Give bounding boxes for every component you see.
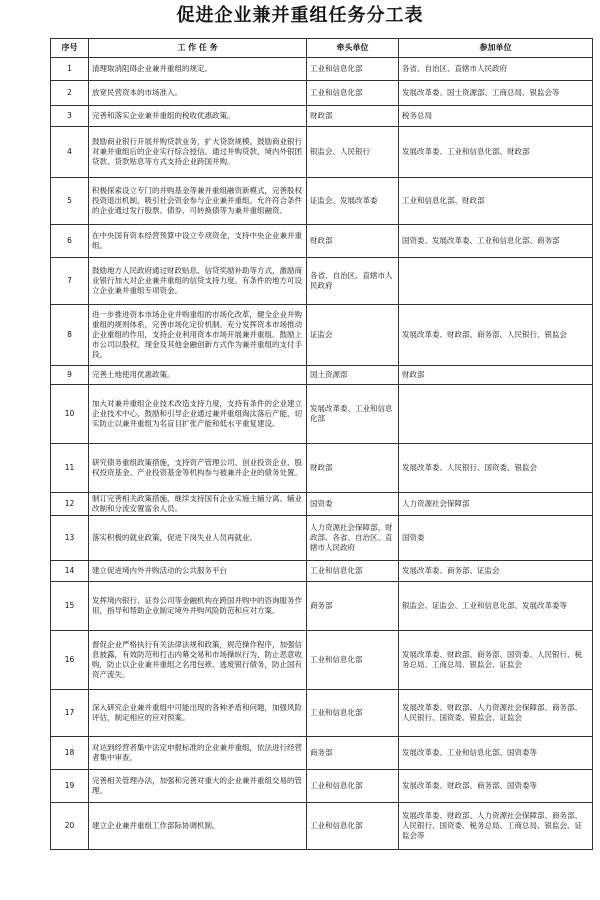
table-row (51, 516, 593, 561)
row-participants: 发展改革委、工业和信息化部、国资委等 (399, 737, 593, 770)
row-participants: 发展改革委、商务部、证监会 (399, 561, 593, 582)
row-participants (399, 258, 593, 305)
row-task: 清理取消阻碍企业兼并重组的规定。 (89, 58, 307, 81)
row-lead-unit: 财政部 (307, 106, 399, 127)
row-participants: 工业和信息化部、财政部 (399, 178, 593, 225)
table-row (51, 631, 593, 690)
row-participants: 发展改革委、财政部、人力资源社会保障部、商务部、人民银行、国资委、税务总局、工商总局、银监会、证监会等 (399, 803, 593, 850)
row-number: 19 (51, 770, 89, 803)
row-task: 研究债务重组政策措施，支持资产管理公司、创业投资企业、股权投资基金、产业投资基金等机构参与被兼并企业的债务处置。 (89, 444, 307, 493)
row-lead-unit: 商务部 (307, 737, 399, 770)
table-row (51, 81, 593, 106)
table-row (51, 493, 593, 516)
row-participants: 发展改革委、财政部、商务部、人民银行、银监会 (399, 305, 593, 366)
row-task: 完善和落实企业兼并重组的税收优惠政策。 (89, 106, 307, 127)
row-lead-unit: 工业和信息化部 (307, 81, 399, 106)
row-participants: 财政部 (399, 366, 593, 385)
row-lead-unit: 国土资源部 (307, 366, 399, 385)
row-participants: 发展改革委、国土资源部、工商总局、银监会等 (399, 81, 593, 106)
row-participants: 发展改革委、财政部、商务部、国资委、人民银行、税务总局、工商总局、银监会、证监会 (399, 631, 593, 690)
row-number: 4 (51, 127, 89, 178)
row-number: 7 (51, 258, 89, 305)
row-participants: 发展改革委、财政部、人力资源社会保障部、商务部、人民银行、国资委、银监会、证监会 (399, 690, 593, 737)
row-lead-unit: 工业和信息化部 (307, 561, 399, 582)
row-number: 1 (51, 58, 89, 81)
row-lead-unit: 工业和信息化部 (307, 631, 399, 690)
row-number: 6 (51, 225, 89, 258)
row-participants: 国资委、发展改革委、工业和信息化部、商务部 (399, 225, 593, 258)
table-row (51, 582, 593, 631)
document-title: 促进企业兼并重组任务分工表 (176, 5, 424, 26)
table-row (51, 366, 593, 385)
row-lead-unit: 证监会 (307, 305, 399, 366)
row-number: 14 (51, 561, 89, 582)
row-number: 2 (51, 81, 89, 106)
table-row (51, 258, 593, 305)
table-row (51, 770, 593, 803)
row-number: 12 (51, 493, 89, 516)
row-task: 完善相关管理办法，加强和完善对重大的企业兼并重组交易的管理。 (89, 770, 307, 803)
row-lead-unit: 发展改革委、工业和信息化部 (307, 385, 399, 444)
table-row (51, 803, 593, 850)
header-number: 序号 (51, 39, 89, 58)
table-row (51, 58, 593, 81)
row-participants: 银监会、证监会、工业和信息化部、发展改革委等 (399, 582, 593, 631)
row-lead-unit: 工业和信息化部 (307, 690, 399, 737)
row-lead-unit: 商务部 (307, 582, 399, 631)
table-row (51, 737, 593, 770)
row-task: 积极探索设立专门的并购基金等兼并重组融资新模式，完善股权投资退出机制，吸引社会资金参与企业兼并重组。允许符合条件的企业通过发行股票、债券、可转换债等为兼并重组融资。 (89, 178, 307, 225)
row-task: 完善土地使用优惠政策。 (89, 366, 307, 385)
table-row (51, 444, 593, 493)
row-task: 鼓励地方人民政府通过财政贴息、信贷奖励补助等方式，激励商业银行加大对企业兼并重组的信贷支持力度。有条件的地方可设立企业兼并重组专项资金。 (89, 258, 307, 305)
row-lead-unit: 国资委 (307, 493, 399, 516)
table-row (51, 561, 593, 582)
row-number: 9 (51, 366, 89, 385)
row-task: 建立促进境内外并购活动的公共服务平台 (89, 561, 307, 582)
row-participants: 发展改革委、财政部、商务部、国资委等 (399, 770, 593, 803)
task-table (50, 38, 593, 850)
row-task: 进一步推进资本市场企业并购重组的市场化改革，健全企业并购重组的规则体系，完善市场化定价机制。充分发挥资本市场推动企业重组的作用，支持企业利用资本市场开展兼并重组。鼓励上市公司以股权、现金及其他金融创新方式作为兼并重组的支付手段。 (89, 305, 307, 366)
row-lead-unit: 各省、自治区、直辖市人民政府 (307, 258, 399, 305)
row-lead-unit: 银监会、人民银行 (307, 127, 399, 178)
row-participants: 人力资源社会保障部 (399, 493, 593, 516)
row-task: 制订完善相关政策措施，继续支持国有企业实施主辅分离、辅业改制和分流安置富余人员。 (89, 493, 307, 516)
table-row (51, 225, 593, 258)
row-task: 在中央国有资本经营预算中设立专项资金，支持中央企业兼并重组。 (89, 225, 307, 258)
row-lead-unit: 人力资源社会保障部、财政部、各省、自治区、直辖市人民政府 (307, 516, 399, 561)
row-participants (399, 385, 593, 444)
header-lead-unit: 牵头单位 (307, 39, 399, 58)
table-row (51, 106, 593, 127)
table-header-row (51, 39, 593, 58)
row-task: 落实积极的就业政策，促进下岗失业人员再就业。 (89, 516, 307, 561)
row-task: 对达到经营者集中法定申报标准的企业兼并重组，依法进行经营者集中审查。 (89, 737, 307, 770)
row-participants: 税务总局 (399, 106, 593, 127)
row-number: 18 (51, 737, 89, 770)
table-row (51, 385, 593, 444)
row-task: 发挥境内银行、证券公司等金融机构在跨国并购中的咨询服务作用，指导和帮助企业制定境外并购风险防范和应对方案。 (89, 582, 307, 631)
table-row (51, 690, 593, 737)
table-row (51, 127, 593, 178)
row-lead-unit: 工业和信息化部 (307, 803, 399, 850)
row-number: 16 (51, 631, 89, 690)
row-lead-unit: 工业和信息化部 (307, 770, 399, 803)
header-task: 工 作 任 务 (89, 39, 307, 58)
row-task: 督促企业严格执行有关法律法规和政策，规范操作程序，加强信息披露，有效防范和打击内幕交易和市场操纵行为，防止恶意收购，防止以企业兼并重组之名甩包袱、逃废银行债务，防止国有资产流失。 (89, 631, 307, 690)
row-number: 8 (51, 305, 89, 366)
row-number: 20 (51, 803, 89, 850)
row-participants: 发展改革委、人民银行、国资委、银监会 (399, 444, 593, 493)
table-row (51, 178, 593, 225)
row-task: 放宽民营资本的市场准入。 (89, 81, 307, 106)
header-participating-units: 参加单位 (399, 39, 593, 58)
table-row (51, 305, 593, 366)
row-task: 建立企业兼并重组工作部际协调机制。 (89, 803, 307, 850)
row-number: 5 (51, 178, 89, 225)
row-lead-unit: 财政部 (307, 444, 399, 493)
row-participants: 各省、自治区、直辖市人民政府 (399, 58, 593, 81)
row-task: 深入研究企业兼并重组中可能出现的各种矛盾和问题，加强风险评估，制定相应的应对预案。 (89, 690, 307, 737)
row-task: 加大对兼并重组企业技术改造支持力度，支持有条件的企业建立企业技术中心，鼓励和引导企业通过兼并重组淘汰落后产能，切实防止以兼并重组为名盲目扩张产能和低水平重复建设。 (89, 385, 307, 444)
row-number: 11 (51, 444, 89, 493)
row-number: 13 (51, 516, 89, 561)
row-number: 17 (51, 690, 89, 737)
row-number: 3 (51, 106, 89, 127)
row-number: 15 (51, 582, 89, 631)
row-lead-unit: 证监会、发展改革委 (307, 178, 399, 225)
row-participants: 发展改革委、工业和信息化部、财政部 (399, 127, 593, 178)
row-lead-unit: 工业和信息化部 (307, 58, 399, 81)
row-task: 鼓励商业银行开展并购贷款业务，扩大贷款规模。鼓励商业银行对兼并重组后的企业实行综合授信。通过并购贷款、境内外银团贷款、贷款贴息等方式支持企业跨国并购。 (89, 127, 307, 178)
row-number: 10 (51, 385, 89, 444)
row-participants: 国资委 (399, 516, 593, 561)
row-lead-unit: 财政部 (307, 225, 399, 258)
